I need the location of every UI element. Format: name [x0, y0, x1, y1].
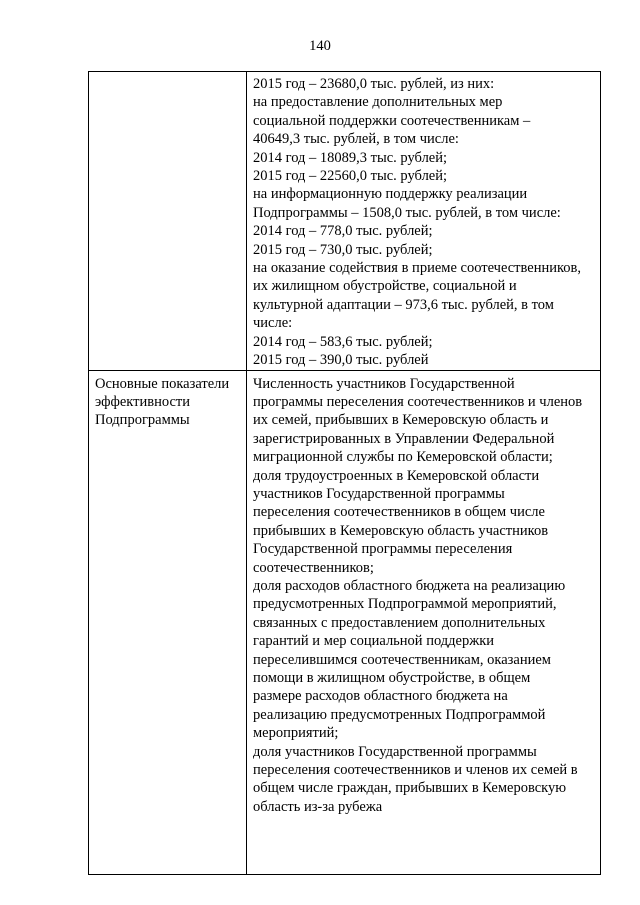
content-text [247, 72, 600, 370]
text-line: соотечественников; [253, 559, 374, 576]
text-line: 2014 год – 583,6 тыс. рублей; [253, 333, 433, 350]
text-line: 2015 год – 730,0 тыс. рублей; [253, 241, 433, 258]
text-line: размере расходов областного бюджета на [253, 688, 508, 705]
text-line: 2015 год – 23680,0 тыс. рублей, из них: [253, 76, 495, 92]
text-line: переселения соотечественников и членов их семей в [253, 762, 578, 779]
text-line: Подпрограммы [95, 412, 190, 429]
text-line: доля участников Государственной программы [253, 743, 537, 760]
text-line: доля расходов областного бюджета на реализацию [253, 577, 566, 594]
text-line: на информационную поддержку реализации [253, 186, 528, 203]
text-line: социальной поддержки соотечественникам – [253, 112, 531, 129]
text-line: переселившимся соотечественникам, оказанием [253, 651, 551, 668]
text-line: переселения соотечественников в общем числе [253, 504, 545, 521]
text-line: Численность участников Государственной [253, 375, 515, 392]
table-cell-content [247, 370, 601, 874]
text-line: общем числе граждан, прибывших в Кемеровскую [253, 780, 567, 797]
page-number: 140 [309, 38, 331, 54]
table-row-indicators [89, 370, 601, 874]
text-line: 2014 год – 18089,3 тыс. рублей; [253, 149, 448, 166]
text-line: их жилищном обустройстве, социальной и [253, 278, 517, 295]
subprogram-passport-table [88, 71, 601, 875]
text-line: 2015 год – 390,0 тыс. рублей [253, 352, 429, 369]
text-line: эффективности [95, 393, 190, 410]
label-text [89, 371, 246, 430]
text-line: программы переселения соотечественников и членов [253, 393, 583, 410]
text-line: прибывших в Кемеровскую область участников [253, 522, 549, 539]
table-cell-label [89, 72, 247, 371]
text-line: Государственной программы переселения [253, 541, 513, 558]
text-line: гарантий и мер социальной поддержки [253, 633, 495, 650]
text-line: зарегистрированных в Управлении Федеральной [253, 430, 555, 447]
text-line: Основные показатели [95, 375, 230, 392]
text-line: предусмотренных Подпрограммой мероприятий, [253, 596, 557, 613]
text-line: на оказание содействия в приеме соотечественников, [253, 260, 582, 277]
text-line: их семей, прибывших в Кемеровскую область и [253, 412, 549, 429]
text-line: числе: [253, 315, 293, 332]
text-line: мероприятий; [253, 725, 339, 742]
text-line: участников Государственной программы [253, 485, 505, 502]
text-line: помощи в жилищном обустройстве, в общем [253, 670, 531, 686]
text-line: на предоставление дополнительных мер [253, 94, 503, 111]
text-line: доля трудоустроенных в Кемеровской области [253, 467, 540, 484]
table-row-funding [89, 72, 601, 371]
text-line: 2015 год – 22560,0 тыс. рублей; [253, 168, 448, 185]
text-line: область из-за рубежа [253, 798, 383, 815]
label-text [89, 72, 246, 75]
text-line: культурной адаптации – 973,6 тыс. рублей, в том [253, 296, 554, 313]
text-line: реализацию предусмотренных Подпрограммой [253, 706, 546, 723]
text-line: 2014 год – 778,0 тыс. рублей; [253, 223, 433, 240]
table-cell-label [89, 370, 247, 874]
text-line: 40649,3 тыс. рублей, в том числе: [253, 131, 459, 148]
text-line: связанных с предоставлением дополнительных [253, 614, 546, 631]
text-line: Подпрограммы – 1508,0 тыс. рублей, в том числе: [253, 204, 561, 221]
content-text [247, 371, 600, 817]
text-line: миграционной службы по Кемеровской области; [253, 449, 553, 466]
table-cell-content [247, 72, 601, 371]
